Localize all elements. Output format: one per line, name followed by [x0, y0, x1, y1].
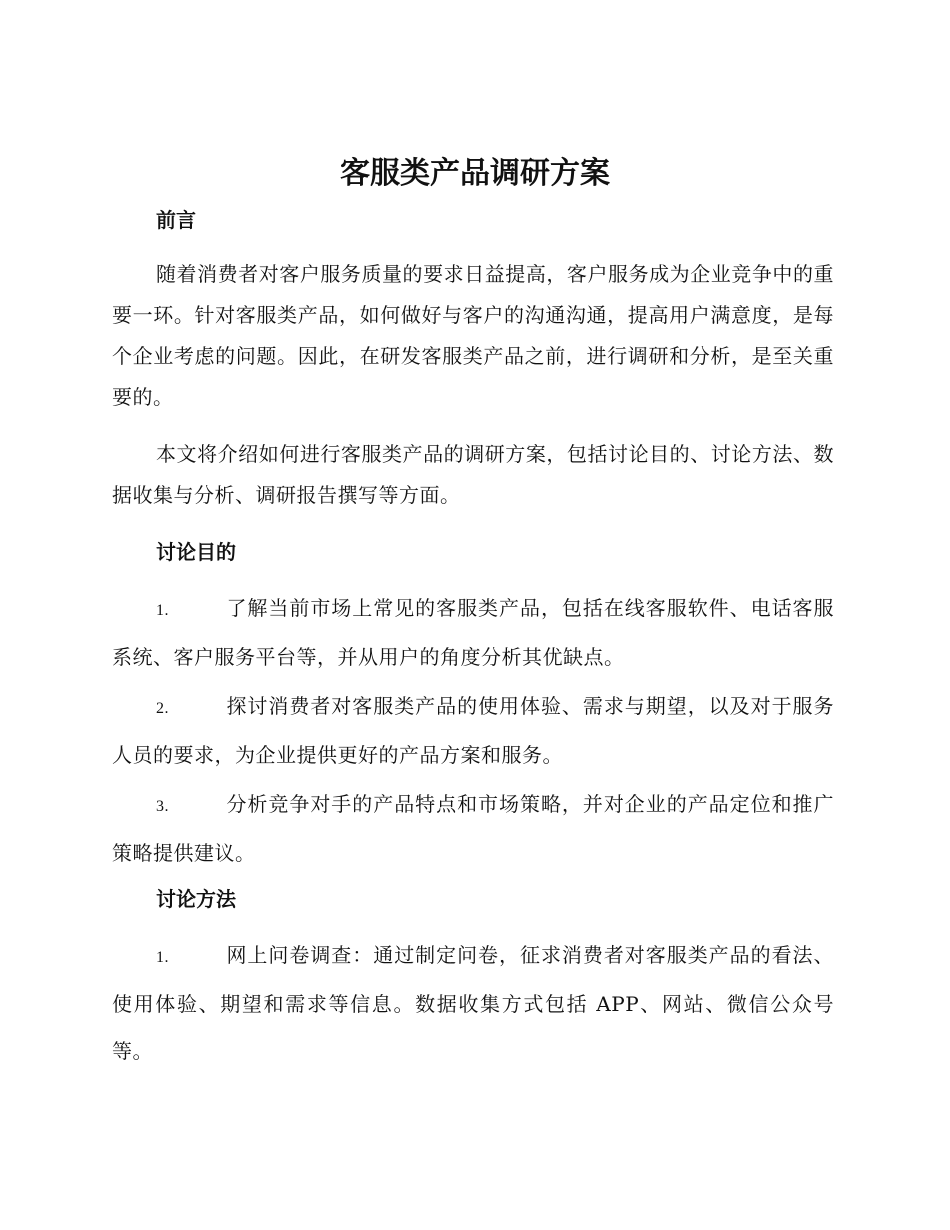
list-number: 2.: [156, 700, 169, 717]
purpose-list-item-1: [112, 585, 834, 681]
method-list-item-1: [112, 932, 834, 1075]
list-number: 1.: [156, 949, 169, 966]
section-heading-method: 讨论方法: [156, 887, 236, 911]
section-heading-preface: 前言: [156, 208, 196, 232]
section-heading-purpose: 讨论目的: [156, 540, 236, 564]
list-item-text: 探讨消费者对客服类产品的使用体验、需求与期望，以及对于服务人员的要求，为企业提供更好的产品方案和服务。: [112, 694, 834, 767]
list-item-text: 分析竞争对手的产品特点和市场策略，并对企业的产品定位和推广策略提供建议。: [112, 792, 834, 865]
purpose-list-item-2: [112, 683, 834, 779]
document-title: 客服类产品调研方案: [340, 156, 610, 191]
preface-paragraph-1: 随着消费者对客户服务质量的要求日益提高，客户服务成为企业竞争中的重要一环。针对客服类产品，如何做好与客户的沟通沟通，提高用户满意度，是每个企业考虑的问题。因此，在研发客服类产品之前，进行调研和分析，是至关重要的。: [112, 262, 834, 409]
list-item-text: 网上问卷调查：通过制定问卷，征求消费者对客服类产品的看法、使用体验、期望和需求等信息。数据收集方式包括 APP、网站、微信公众号等。: [112, 943, 834, 1063]
preface-paragraph-2: 本文将介绍如何进行客服类产品的调研方案，包括讨论目的、讨论方法、数据收集与分析、调研报告撰写等方面。: [112, 442, 834, 507]
list-number: 3.: [156, 798, 169, 815]
list-item-text: 了解当前市场上常见的客服类产品，包括在线客服软件、电话客服系统、客户服务平台等，并从用户的角度分析其优缺点。: [112, 596, 834, 669]
list-number: 1.: [156, 602, 169, 619]
purpose-list-item-3: [112, 781, 834, 877]
